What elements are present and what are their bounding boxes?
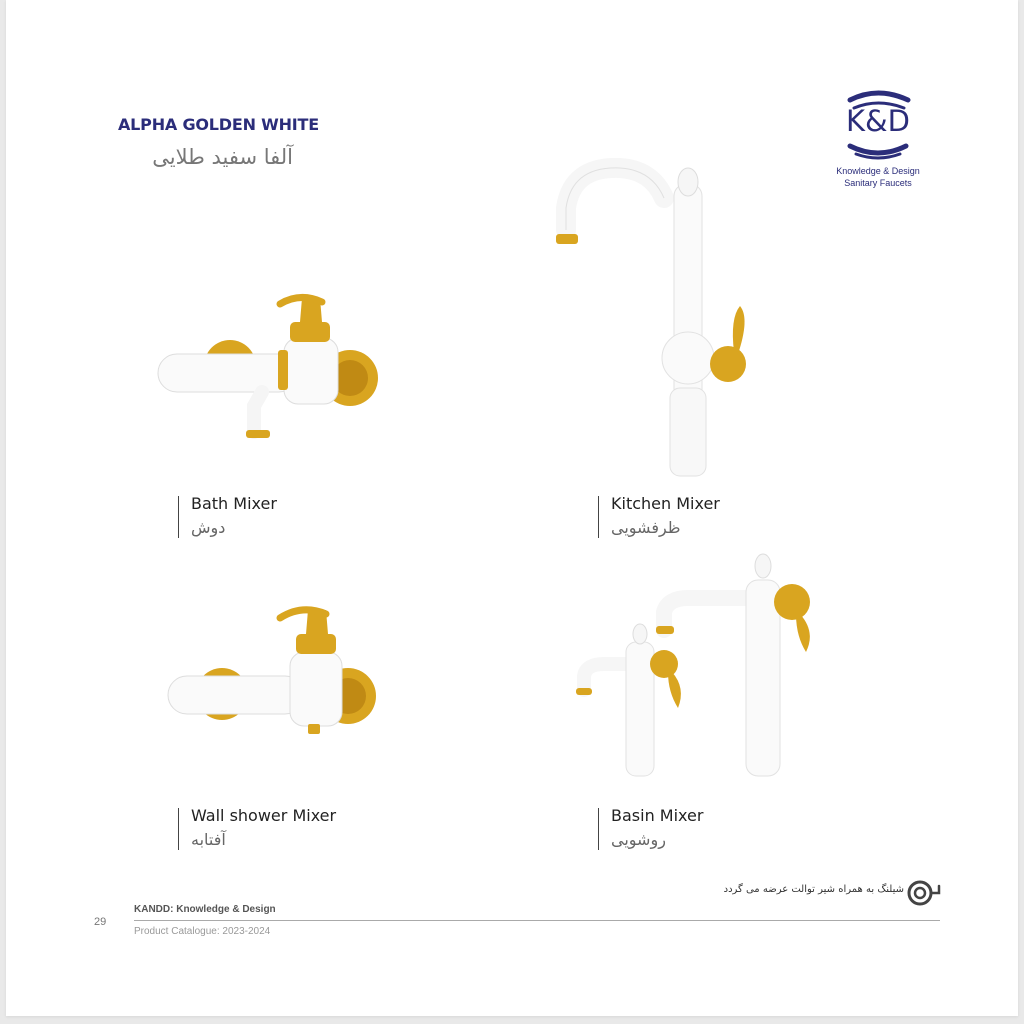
page-number: 29 [94,916,107,928]
basin-mixer-image [568,552,828,784]
product-name-fa: روشویی [611,830,666,849]
product-label-bath-mixer [178,494,378,544]
label-divider [178,496,179,538]
logo-text: K&D [846,104,910,138]
bath-mixer-image [152,288,382,448]
product-name-fa: آفتابه [191,830,226,849]
footer-catalogue: Product Catalogue: 2023-2024 [134,926,271,937]
catalogue-page [6,0,1018,1016]
product-name-en: Basin Mixer [611,806,704,825]
label-divider [178,808,179,850]
hose-included-note: شیلنگ به همراه شیر توالت عرضه می گردد [723,884,904,895]
series-title: ALPHA GOLDEN WHITE [118,115,319,134]
product-name-fa: ظرفشویی [611,518,681,537]
product-name-en: Bath Mixer [191,494,277,513]
kitchen-mixer-image [542,158,762,478]
wall-shower-mixer-image [162,600,382,740]
product-name-en: Wall shower Mixer [191,806,337,825]
logo-tagline-2: Sanitary Faucets [844,178,912,188]
product-name-fa: دوش [191,518,226,537]
footer-divider [134,920,940,921]
series-title-persian: آلفا سفید طلایی [152,145,293,169]
label-divider [598,496,599,538]
brand-logo [816,84,940,194]
logo-tagline-1: Knowledge & Design [836,166,920,176]
product-label-basin-mixer [598,806,798,856]
product-label-kitchen-mixer [598,494,798,544]
product-label-wall-shower-mixer [178,806,398,856]
hose-icon [906,878,942,908]
product-name-en: Kitchen Mixer [611,494,720,513]
label-divider [598,808,599,850]
footer-brand: KANDD: Knowledge & Design [134,904,276,915]
